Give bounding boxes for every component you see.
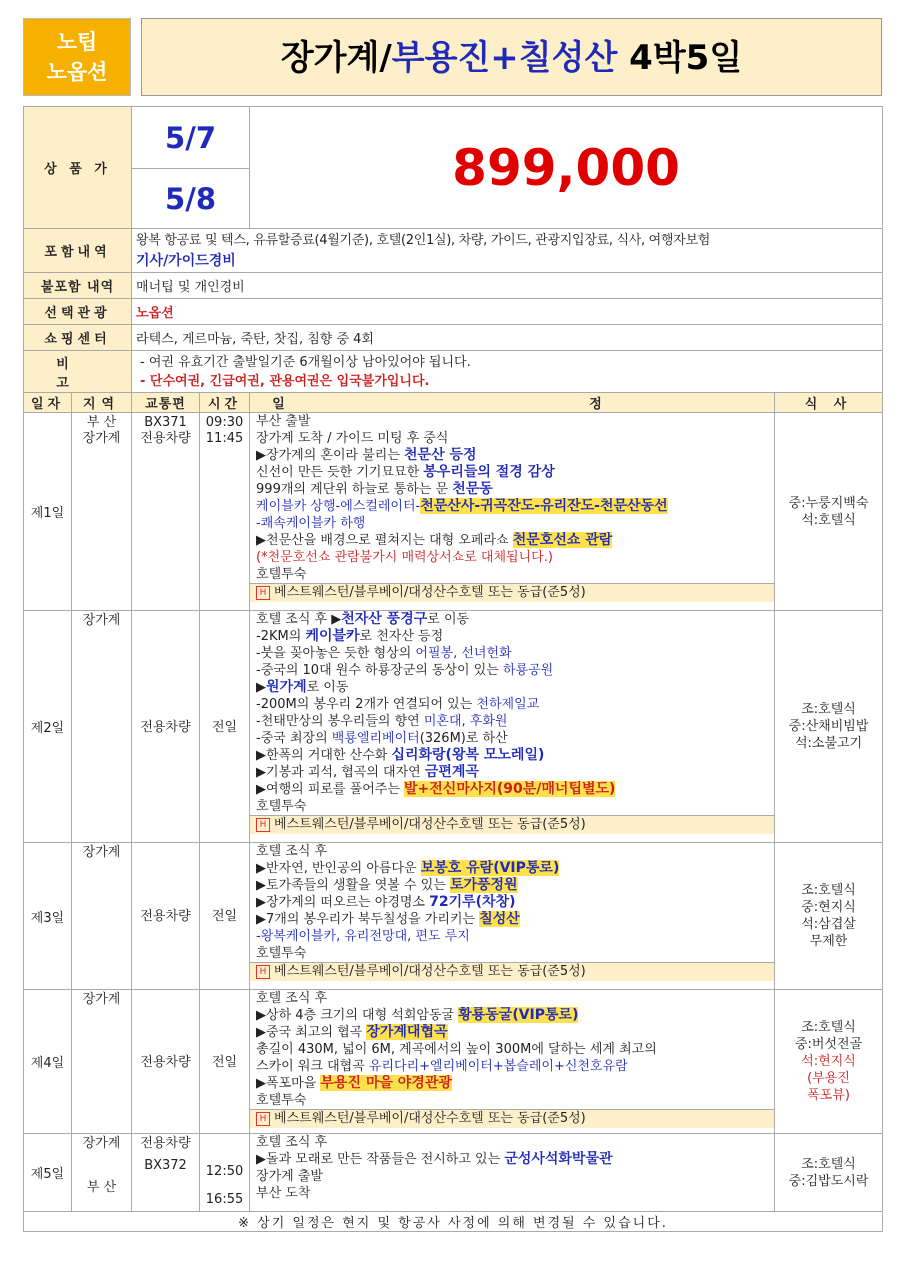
schedule-text: -2KM의 [256,629,306,644]
meal-item: 폭포뷰) [807,1088,850,1103]
place-item: 장가계 [82,613,121,628]
remarks-cell [132,351,883,393]
header-meal: 식 사 [775,393,883,413]
place-item: 장가계 [82,1136,121,1151]
schedule-highlight: 천하제일교 [476,697,540,712]
schedule-highlight: 유리다리+엘리베이터+봅슬레이+신천호유람 [368,1059,628,1074]
schedule-line [250,1058,774,1075]
schedule-line [250,696,774,713]
schedule-text: 999개의 계단위 하늘로 통하는 문 [256,482,453,497]
schedule-highlight: 어필봉, 선녀헌화 [415,646,512,661]
included-text2: 기사/가이드경비 [136,252,236,269]
schedule-text: 호텔 조식 후 [256,1135,328,1150]
schedule-line [250,662,774,679]
schedule-line [250,515,774,532]
schedule-line [250,747,774,764]
hotel-line [250,583,774,602]
schedule-text: 로 이동 [427,612,470,627]
day-times [200,990,250,1134]
schedule-highlight: 케이블카 [305,628,360,644]
hotel-icon: H [256,818,270,832]
meal-item: 중:현지식 [801,900,856,915]
hotel-line [250,962,774,981]
schedule-text: -중국 최장의 [256,731,332,746]
schedule-text: ▶돌과 모래로 만든 작품들은 전시하고 있는 [256,1152,505,1167]
itinerary-table [23,106,883,1232]
time-item: 전일 [211,1054,238,1070]
schedule-text: ▶반자연, 반인공의 아름다운 [256,861,421,876]
excluded-label: 불포함 내역 [24,273,132,299]
header-place: 지역 [72,393,132,413]
day-places [72,611,132,843]
meal-item: 석:호텔식 [801,512,856,528]
day-row [24,843,883,990]
day-schedule [250,1134,775,1212]
schedule-highlight: 황룡동굴(VIP통로) [458,1007,579,1023]
remarks-line2: - 단수여권, 긴급여권, 관용여권은 입국불가입니다. [140,373,430,389]
title-part3: 4박5일 [617,38,743,78]
schedule-line [250,481,774,498]
day-row [24,611,883,843]
schedule-text: 호텔 조식 후 [256,844,328,859]
optional-text: 노옵션 [132,299,883,325]
hotel-name: 베스트웨스턴/블루베이/대성산수호텔 또는 동급(준5성) [274,817,586,832]
schedule-text: ▶ [256,680,267,695]
schedule-line [250,1075,774,1092]
schedule-text: 호텔투숙 [256,567,307,582]
day-meals [775,1134,883,1212]
transport-item: 전용차량 [140,909,191,924]
schedule-line [250,532,774,549]
schedule-line [250,843,774,860]
place-item: 부 산 [86,1180,117,1195]
schedule-highlight: 천문호선쇼 관람 [512,532,613,548]
footer-note: ※ 상기 일정은 현지 및 항공사 사정에 의해 변경될 수 있습니다. [24,1212,883,1232]
header-time: 시간 [200,393,250,413]
place-item: 부 산 [86,415,117,430]
day-transport [132,413,200,611]
schedule-line [250,611,774,628]
meal-item: 중:산채비빔밥 [788,719,869,734]
schedule-text: ▶한폭의 거대한 산수화 [256,748,392,763]
schedule-text: (326M)로 하산 [419,731,508,746]
day-times [200,1134,250,1212]
day-schedule [250,990,775,1134]
schedule-highlight: 케이블카 상행-에스컬레이터- [256,499,421,514]
day-transport [132,611,200,843]
schedule-line [250,430,774,447]
meal-item: 중:누룽지백숙 [788,495,869,511]
schedule-highlight: -쾌속케이블카 하행 [256,516,366,531]
meal-item: 중:버섯전골 [794,1037,863,1052]
schedule-highlight: 장가계대협곡 [366,1024,448,1040]
schedule-line [250,1134,774,1151]
schedule-text: 장가계 도착 / 가이드 미팅 후 중식 [256,431,449,446]
day-row [24,990,883,1134]
schedule-line [250,628,774,645]
schedule-highlight: 천문산 등정 [404,447,477,463]
schedule-header-row [24,393,883,413]
schedule-highlight: 천자산 풍경구 [341,611,428,627]
day-transport [132,1134,200,1212]
remarks-line1: - 여권 유효기간 출발일기준 6개월이상 남아있어야 됩니다. [140,354,471,370]
schedule-highlight: 칠성산 [479,911,520,927]
day-schedule [250,611,775,843]
day-schedule [250,843,775,990]
day-transport [132,843,200,990]
schedule-line [250,1007,774,1024]
schedule-text: ▶상하 4층 크기의 대형 석회암동굴 [256,1008,459,1023]
schedule-highlight: 72기루(차창) [429,894,516,910]
schedule-text: ▶장가계의 떠오르는 야경명소 [256,895,430,910]
schedule-text: 호텔투숙 [256,799,307,814]
schedule-line [250,1151,774,1168]
schedule-highlight: 원가계 [266,679,307,695]
hotel-line [250,1109,774,1128]
day-places [72,843,132,990]
included-text: 왕복 항공료 및 텍스, 유류할증료(4월기준), 호텔(2인1실), 차량, 가이드, 관광지입장료, 식사, 여행자보험 [136,232,710,248]
day-label: 제3일 [24,843,72,990]
day-label: 제2일 [24,611,72,843]
day-times [200,843,250,990]
meal-item: 조:호텔식 [801,883,856,898]
day-meals [775,990,883,1134]
day-label: 제1일 [24,413,72,611]
transport-item [136,1180,195,1196]
title-part2: 부용진+칠성산 [391,38,618,78]
schedule-text: -200M의 봉우리 2개가 연결되어 있는 [256,697,477,712]
time-item: 16:55 [205,1192,244,1207]
meal-item: (부용진 [807,1071,850,1086]
transport-item: BX371 [144,415,187,430]
time-item: 전일 [211,909,238,924]
transport-item: 전용차량 [140,1136,191,1151]
schedule-line [250,781,774,798]
header-transport: 교통편 [132,393,200,413]
day-meals [775,413,883,611]
remarks-label: 비 고 [24,351,132,393]
schedule-text: -천태만상의 봉우리들의 향연 [256,714,424,729]
meal-item: 조:호텔식 [801,1156,856,1172]
schedule-highlight: 미혼대, 후화원 [423,714,508,729]
place-item: 장가계 [82,992,121,1007]
time-item [204,1136,245,1152]
schedule-highlight: 토가풍정원 [449,877,518,893]
day-times [200,413,250,611]
schedule-line [250,447,774,464]
optional-label: 선택관광 [24,299,132,325]
meal-item: 조:호텔식 [801,1020,856,1035]
day-label: 제5일 [24,1134,72,1212]
schedule-line [250,798,774,815]
header-day: 일자 [24,393,72,413]
transport-item: 전용차량 [140,431,191,446]
schedule-text: 로 천자산 등정 [359,629,444,644]
schedule-line [250,1092,774,1109]
schedule-highlight: 봉우리들의 절경 감상 [423,464,555,480]
hotel-icon: H [256,965,270,979]
schedule-highlight: 십리화랑(왕복 모노레일) [391,747,545,763]
schedule-text: 총길이 430M, 넓이 6M, 계곡에서의 높이 300M에 달하는 세계 최고의 [256,1042,657,1057]
schedule-highlight: 천문산사-귀곡잔도-유리잔도-천문산동선 [420,498,668,514]
meal-item: 무제한 [809,934,848,949]
included-label: 포함내역 [24,229,132,273]
day-schedule [250,413,775,611]
meal-item: 중:김밥도시락 [788,1173,869,1189]
day-meals [775,611,883,843]
schedule-text: 호텔 조식 후 [256,991,328,1006]
schedule-line [250,730,774,747]
schedule-text: ▶중국 최고의 협곡 [256,1025,367,1040]
schedule-line [250,549,774,566]
hotel-icon: H [256,586,270,600]
schedule-highlight: 보봉호 유람(VIP통로) [420,860,560,876]
meal-item: 석:소불고기 [794,736,863,751]
schedule-text: 호텔투숙 [256,1093,307,1108]
schedule-text: -붓을 꽂아놓은 듯한 형상의 [256,646,416,661]
day-places [72,1134,132,1212]
transport-item: 전용차량 [140,1054,191,1070]
schedule-line [250,645,774,662]
schedule-highlight: 하룡공원 [503,663,554,678]
hotel-name: 베스트웨스턴/블루베이/대성산수호텔 또는 동급(준5성) [274,1111,586,1126]
place-item: 장가계 [82,845,121,860]
days-body [24,413,883,1212]
no-tip-no-option-badge [23,18,131,96]
header-schedule: 일 정 [250,393,775,413]
schedule-line [250,1024,774,1041]
schedule-text: -중국의 10대 원수 하룡장군의 동상이 있는 [256,663,503,678]
schedule-text: 장가계 출발 [256,1169,323,1184]
badge-line2: 노옵션 [46,60,108,84]
schedule-line [250,413,774,430]
day-meals [775,843,883,990]
excluded-text: 매너팁 및 개인경비 [132,273,883,299]
schedule-line [250,679,774,696]
schedule-line [250,764,774,781]
schedule-text: 호텔투숙 [256,946,307,961]
date-2: 5/8 [132,169,250,229]
schedule-text: 호텔 조식 후 ▶ [256,612,342,627]
schedule-line [250,713,774,730]
shopping-label: 쇼핑센터 [24,325,132,351]
schedule-line [250,498,774,515]
day-times [200,611,250,843]
included-cell [132,229,883,273]
schedule-line [250,464,774,481]
transport-item: BX372 [144,1158,187,1173]
hotel-name: 베스트웨스턴/블루베이/대성산수호텔 또는 동급(준5성) [274,585,586,600]
schedule-highlight: 발+전신마사지(90분/매너팁별도) [404,781,616,797]
schedule-line [250,877,774,894]
schedule-text: ▶7개의 봉우리가 북두칠성을 가리키는 [256,912,480,927]
tour-title [141,18,882,96]
day-row [24,1134,883,1212]
schedule-text: 신선이 만든 듯한 기기묘묘한 [256,465,424,480]
schedule-line [250,1168,774,1185]
schedule-highlight: 군성사석화박물관 [504,1151,613,1167]
price-label: 상 품 가 [24,107,132,229]
meal-item: 조:호텔식 [801,702,856,717]
price-value: 899,000 [250,107,883,229]
schedule-text: ▶폭포마을 [256,1076,321,1091]
title-part1: 장가계/ [280,38,392,78]
place-item: 장가계 [82,431,121,446]
time-item: 11:45 [205,431,244,446]
schedule-highlight: 부용진 마을 야경관광 [320,1075,452,1091]
hotel-line [250,815,774,834]
schedule-text: 부산 출발 [256,414,311,429]
meal-item: 석:삼겹살 [801,917,856,932]
date-1: 5/7 [132,107,250,169]
day-row [24,413,883,611]
schedule-line [250,894,774,911]
time-item: 전일 [211,719,238,735]
schedule-text: 로 이동 [306,680,349,695]
schedule-text: 부산 도착 [256,1186,311,1201]
meal-item: 석:현지식 [801,1054,856,1069]
schedule-text: 스카이 워크 대협곡 [256,1059,369,1074]
schedule-line [250,928,774,945]
schedule-line [250,945,774,962]
day-places [72,990,132,1134]
transport-item: 전용차량 [140,719,191,735]
schedule-line [250,860,774,877]
day-transport [132,990,200,1134]
schedule-line [250,990,774,1007]
schedule-text: ▶여행의 피로를 풀어주는 [256,782,405,797]
day-label: 제4일 [24,990,72,1134]
schedule-highlight: (*천문호선쇼 관람불가시 매력상서쇼로 대체됩니다.) [256,550,553,565]
schedule-highlight: 천문동 [452,481,493,497]
schedule-highlight: -왕복케이블카, 유리전망대, 편도 루지 [256,929,470,944]
day-places [72,413,132,611]
badge-line1: 노팁 [56,30,98,54]
schedule-text: ▶기봉과 괴석, 협곡의 대자연 [256,765,425,780]
schedule-text: ▶장가계의 혼이라 불리는 [256,448,405,463]
place-item [76,1152,127,1180]
hotel-icon: H [256,1112,270,1126]
shopping-text: 라텍스, 게르마늄, 죽탄, 찻집, 침향 중 4회 [132,325,883,351]
schedule-text: ▶토가족들의 생활을 엿볼 수 있는 [256,878,450,893]
schedule-line [250,1185,774,1202]
schedule-line [250,1041,774,1058]
time-item: 09:30 [205,415,244,430]
schedule-line [250,566,774,583]
schedule-highlight: 백룡엘리베이터 [331,731,420,746]
schedule-line [250,911,774,928]
schedule-text: ▶천문산을 배경으로 펼쳐지는 대형 오페라쇼 [256,533,513,548]
hotel-name: 베스트웨스턴/블루베이/대성산수호텔 또는 동급(준5성) [274,964,586,979]
schedule-highlight: 금편계곡 [424,764,479,780]
time-item: 12:50 [205,1164,244,1179]
